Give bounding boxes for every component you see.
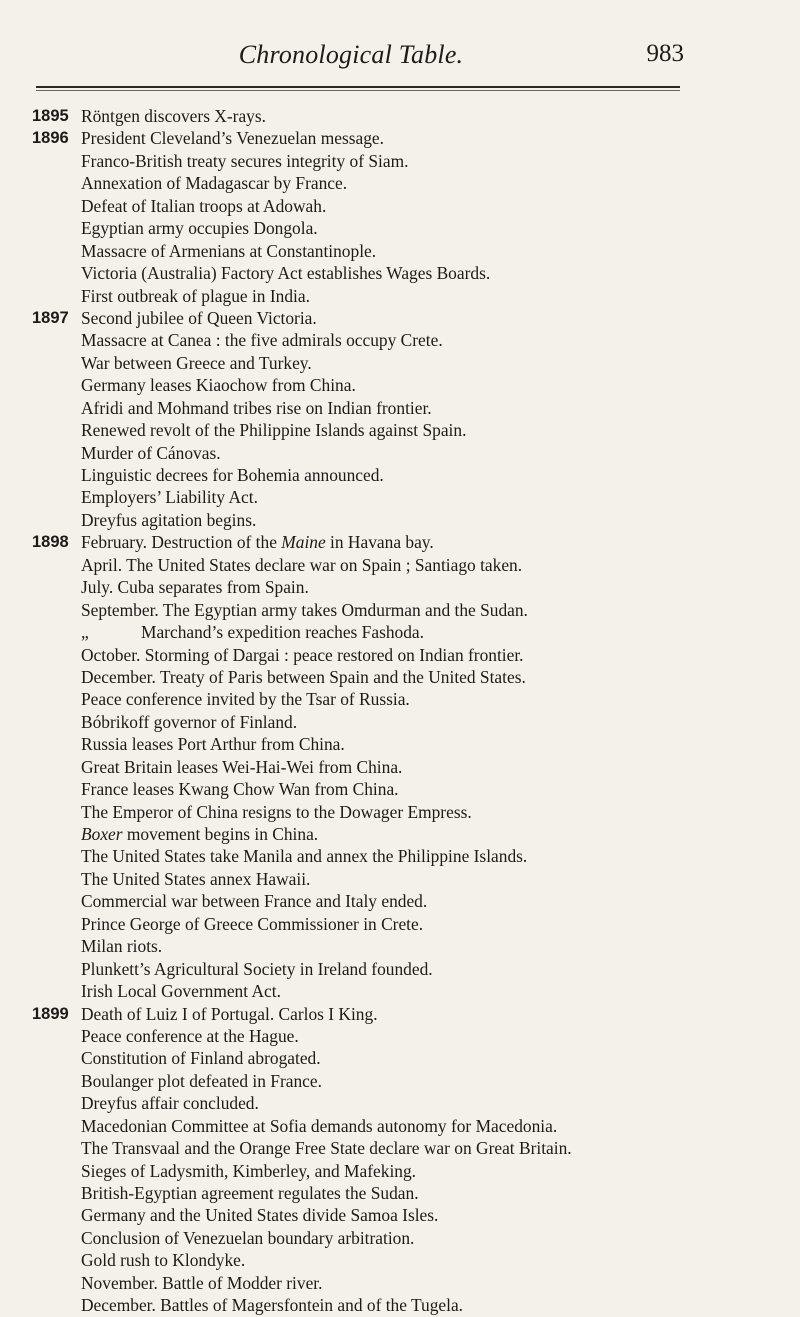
entry-text: The Emperor of China resigns to the Dowager Empress. xyxy=(81,801,472,822)
entry-line xyxy=(32,486,792,508)
entry-text: Germany leases Kiaochow from China. xyxy=(81,375,356,396)
entry-line xyxy=(32,666,792,688)
entry-line xyxy=(32,1227,792,1249)
entry-text: July. Cuba separates from Spain. xyxy=(81,577,309,598)
year-label: 1897 xyxy=(32,308,69,327)
entry-text: Massacre at Canea : the five admirals occupy Crete. xyxy=(81,330,443,351)
entry-text: Bóbrikoff governor of Finland. xyxy=(81,711,298,732)
entry-text: February. Destruction of the Maine in Havana bay. xyxy=(81,532,434,553)
entry-text: October. Storming of Dargai : peace restored on Indian frontier. xyxy=(81,644,524,665)
entry-text: „ Marchand’s expedition reaches Fashoda. xyxy=(81,622,424,643)
entry-text: Murder of Cánovas. xyxy=(81,442,221,463)
entry-text: Dreyfus agitation begins. xyxy=(81,509,257,530)
entry-line xyxy=(32,958,792,980)
entry-line xyxy=(32,217,792,239)
entry-line xyxy=(32,1092,792,1114)
entry-text: Germany and the United States divide Samoa Isles. xyxy=(81,1205,439,1226)
entry-text: November. Battle of Modder river. xyxy=(81,1272,323,1293)
entry-line xyxy=(32,554,792,576)
entry-line xyxy=(32,845,792,867)
year-group-1897 xyxy=(32,307,792,531)
entry-text: The Transvaal and the Orange Free State declare war on Great Britain. xyxy=(81,1138,572,1159)
entry-text: Second jubilee of Queen Victoria. xyxy=(81,307,317,328)
entry-line xyxy=(32,890,792,912)
entry-text: Plunkett’s Agricultural Society in Ireland founded. xyxy=(81,958,433,979)
entry-line xyxy=(32,442,792,464)
entry-text: Victoria (Australia) Factory Act establishes Wages Boards. xyxy=(81,263,491,284)
entry-text: Annexation of Madagascar by France. xyxy=(81,173,348,194)
entry-text: The United States take Manila and annex the Philippine Islands. xyxy=(81,846,528,867)
entry-line xyxy=(32,868,792,890)
entry-line xyxy=(32,599,792,621)
entry-line xyxy=(32,509,792,531)
entry-line xyxy=(32,127,792,149)
entry-line xyxy=(32,1204,792,1226)
header-rule-thin xyxy=(36,90,680,91)
entry-line xyxy=(32,262,792,284)
entry-line xyxy=(32,1272,792,1294)
entry-text: Boulanger plot defeated in France. xyxy=(81,1070,322,1091)
entry-text: Dreyfus affair concluded. xyxy=(81,1093,259,1114)
entry-line xyxy=(32,1160,792,1182)
entry-text: December. Battles of Magersfontein and of the Tugela. xyxy=(81,1295,464,1316)
entry-text: Macedonian Committee at Sofia demands autonomy for Macedonia. xyxy=(81,1115,558,1136)
entry-text: President Cleveland’s Venezuelan message. xyxy=(81,128,384,149)
entry-text: Peace conference at the Hague. xyxy=(81,1025,299,1046)
entry-text: France leases Kwang Chow Wan from China. xyxy=(81,779,399,800)
year-group-1896 xyxy=(32,127,792,307)
entry-line xyxy=(32,172,792,194)
entry-line xyxy=(32,913,792,935)
entry-line xyxy=(32,285,792,307)
entry-text: The United States annex Hawaii. xyxy=(81,868,311,889)
page-number: 983 xyxy=(646,40,684,67)
entry-line xyxy=(32,352,792,374)
entry-line xyxy=(32,1003,792,1025)
year-label: 1899 xyxy=(32,1004,69,1023)
entry-text: Boxer movement begins in China. xyxy=(81,824,319,844)
entry-line xyxy=(32,801,792,823)
entry-text: Röntgen discovers X-rays. xyxy=(81,106,266,126)
entry-line xyxy=(32,195,792,217)
entry-text: First outbreak of plague in India. xyxy=(81,285,310,306)
entry-line xyxy=(32,1115,792,1137)
running-title: Chronological Table. xyxy=(238,40,464,69)
chronology-list xyxy=(32,105,792,1317)
entry-text: Constitution of Finland abrogated. xyxy=(81,1048,321,1069)
year-group-1895 xyxy=(32,105,792,127)
entry-line xyxy=(32,733,792,755)
entry-text: Prince George of Greece Commissioner in Crete. xyxy=(81,913,424,934)
entry-line xyxy=(32,621,792,643)
entry-text: British-Egyptian agreement regulates the Sudan. xyxy=(81,1183,419,1203)
entry-line xyxy=(32,1294,792,1316)
entry-line xyxy=(32,1182,792,1204)
entry-text: Irish Local Government Act. xyxy=(81,981,281,1002)
entry-text: Linguistic decrees for Bohemia announced. xyxy=(81,465,384,485)
entry-line xyxy=(32,778,792,800)
entry-text: Milan riots. xyxy=(81,936,163,957)
entry-line xyxy=(32,419,792,441)
entry-text: Conclusion of Venezuelan boundary arbitration. xyxy=(81,1227,415,1248)
entry-line xyxy=(32,150,792,172)
page-header xyxy=(22,40,684,80)
entry-line xyxy=(32,307,792,329)
entry-line xyxy=(32,240,792,262)
entry-text: Afridi and Mohmand tribes rise on Indian frontier. xyxy=(81,397,432,418)
entry-line xyxy=(32,329,792,351)
entry-line xyxy=(32,644,792,666)
entry-line xyxy=(32,1047,792,1069)
entry-line xyxy=(32,711,792,733)
entry-text: Peace conference invited by the Tsar of Russia. xyxy=(81,689,410,710)
entry-text: Egyptian army occupies Dongola. xyxy=(81,218,318,239)
entry-line xyxy=(32,464,792,486)
year-label: 1895 xyxy=(32,107,69,125)
year-label: 1898 xyxy=(32,533,69,552)
entry-text: Sieges of Ladysmith, Kimberley, and Mafeking. xyxy=(81,1160,417,1181)
entry-line xyxy=(32,531,792,553)
entry-line xyxy=(32,756,792,778)
entry-text: Gold rush to Klondyke. xyxy=(81,1250,246,1271)
entry-text: Franco-British treaty secures integrity of Siam. xyxy=(81,150,409,171)
entry-text: Defeat of Italian troops at Adowah. xyxy=(81,195,327,216)
entry-text: Great Britain leases Wei-Hai-Wei from China. xyxy=(81,756,403,777)
entry-text: Massacre of Armenians at Constantinople. xyxy=(81,240,377,261)
entry-line xyxy=(32,576,792,598)
entry-line xyxy=(32,397,792,419)
entry-line xyxy=(32,1070,792,1092)
entry-text: Employers’ Liability Act. xyxy=(81,487,258,508)
entry-line xyxy=(32,1137,792,1159)
entry-line xyxy=(32,1249,792,1271)
entry-line xyxy=(32,688,792,710)
entry-text: Renewed revolt of the Philippine Islands against Spain. xyxy=(81,420,467,441)
entry-text: September. The Egyptian army takes Omdurman and the Sudan. xyxy=(81,599,528,620)
header-rule xyxy=(36,86,680,88)
entry-line xyxy=(32,823,792,845)
entry-text: Death of Luiz I of Portugal. Carlos I King. xyxy=(81,1003,378,1024)
entry-line xyxy=(32,374,792,396)
year-label: 1896 xyxy=(32,129,69,148)
entry-line xyxy=(32,980,792,1002)
year-group-1898 xyxy=(32,531,792,1002)
entry-text: Russia leases Port Arthur from China. xyxy=(81,734,345,755)
entry-text: Commercial war between France and Italy ended. xyxy=(81,891,428,912)
entry-text: April. The United States declare war on Spain ; Santiago taken. xyxy=(81,554,523,575)
entry-line xyxy=(32,935,792,957)
entry-line xyxy=(32,105,792,127)
entry-text: War between Greece and Turkey. xyxy=(81,352,312,373)
entry-line xyxy=(32,1025,792,1047)
entry-text: December. Treaty of Paris between Spain and the United States. xyxy=(81,666,526,687)
